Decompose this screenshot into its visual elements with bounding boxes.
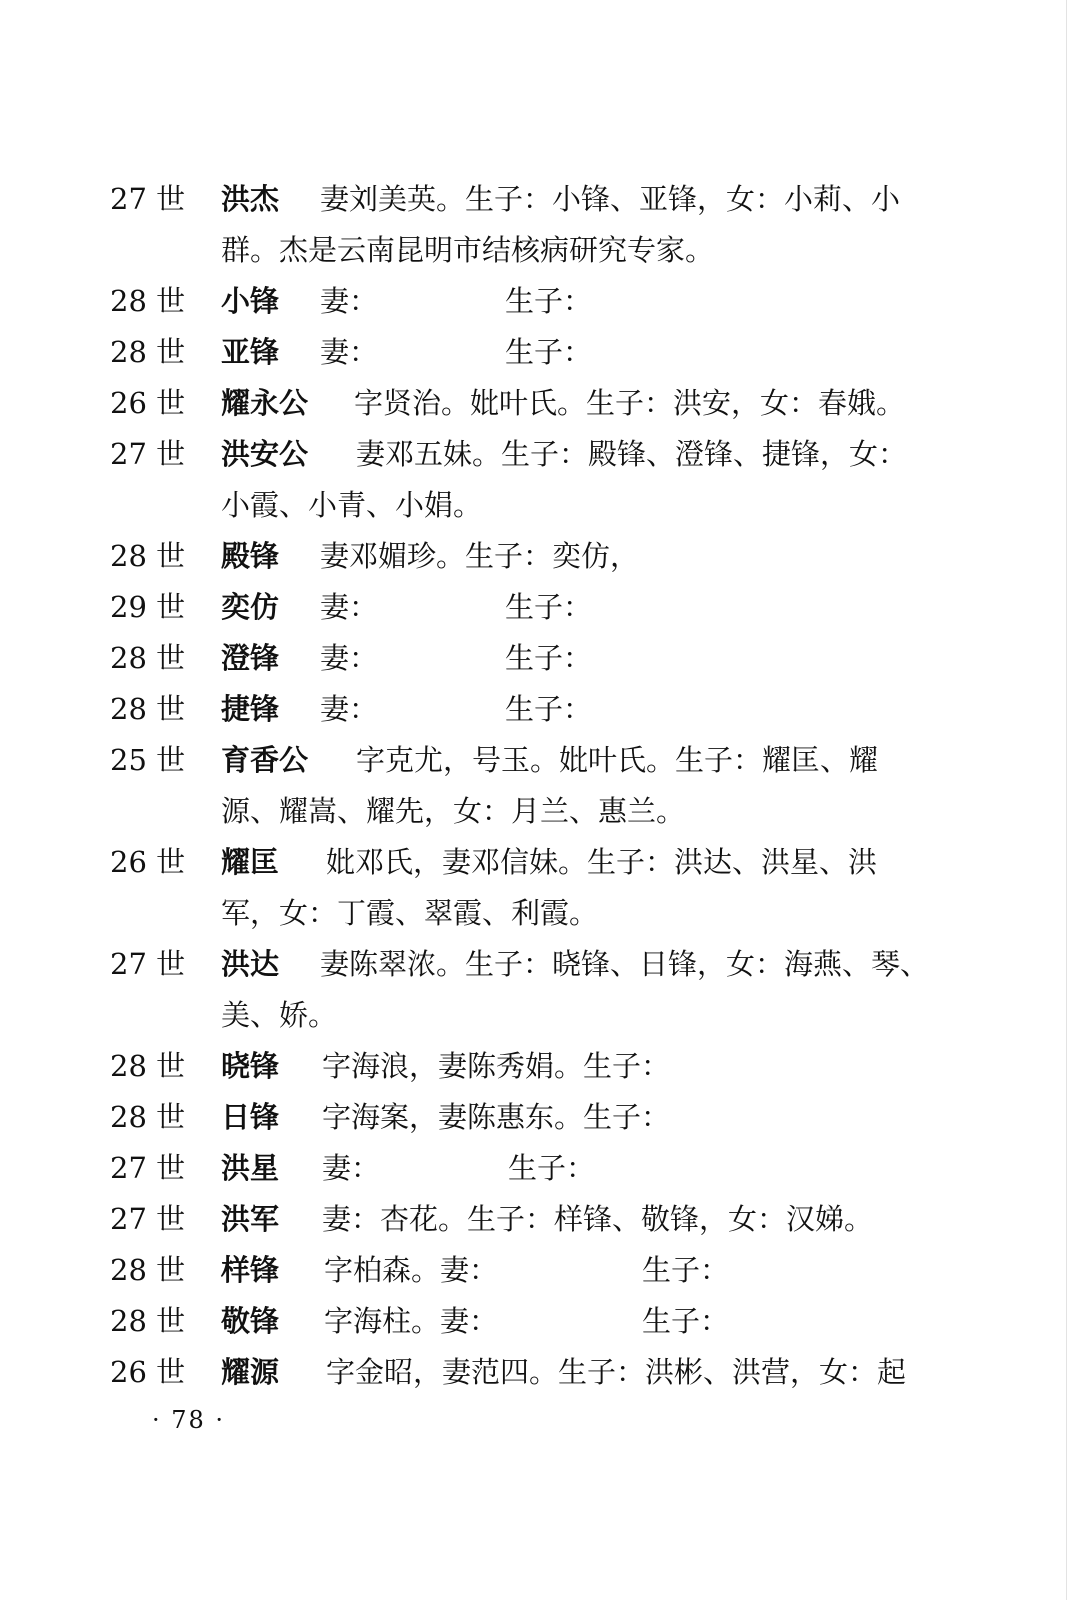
generation-label: 26 世 <box>110 845 186 879</box>
description-continuation: 小霞、小青、小娟。 <box>221 488 483 522</box>
person-name: 亚锋 <box>221 335 280 369</box>
generation-label: 28 世 <box>110 1253 186 1287</box>
entry-line <box>0 1296 1075 1347</box>
generation-label: 26 世 <box>110 1355 186 1389</box>
entry-line <box>0 429 1075 480</box>
generation-label: 28 世 <box>110 1049 186 1083</box>
entry-line <box>0 1245 1075 1296</box>
person-description: 妻邓媚珍。生子：奕仿， <box>320 539 640 573</box>
entry-line <box>0 1347 1075 1398</box>
person-name: 耀匡 <box>221 845 280 879</box>
entry-line <box>0 276 1075 327</box>
description-continuation: 美、娇。 <box>221 998 338 1032</box>
person-name: 晓锋 <box>221 1049 280 1083</box>
generation-label: 28 世 <box>110 539 186 573</box>
page-number: · 78 · <box>152 1406 226 1434</box>
entry-continuation-line <box>0 990 1075 1041</box>
entry-line <box>0 1194 1075 1245</box>
entry-line <box>0 582 1075 633</box>
entry-line <box>0 735 1075 786</box>
person-name: 殿锋 <box>221 539 280 573</box>
entry-line <box>0 1092 1075 1143</box>
entry-line <box>0 531 1075 582</box>
spouse-field: 妻： <box>320 692 379 726</box>
description-continuation: 源、耀嵩、耀先，女：月兰、惠兰。 <box>221 794 686 828</box>
generation-label: 29 世 <box>110 590 186 624</box>
person-description: 妣邓氏，妻邓信妹。生子：洪达、洪星、洪 <box>326 845 878 879</box>
person-name: 耀永公 <box>221 386 309 420</box>
entry-line <box>0 378 1075 429</box>
spouse-field: 字海柱。妻： <box>324 1304 499 1338</box>
person-name: 洪杰 <box>221 182 280 216</box>
generation-label: 28 世 <box>110 1304 186 1338</box>
generation-label: 27 世 <box>110 437 186 471</box>
description-continuation: 军，女：丁霞、翠霞、利霞。 <box>221 896 599 930</box>
generation-label: 27 世 <box>110 1151 186 1185</box>
person-name: 洪达 <box>221 947 280 981</box>
person-name: 样锋 <box>221 1253 280 1287</box>
entry-line <box>0 684 1075 735</box>
entry-continuation-line <box>0 480 1075 531</box>
person-name: 奕仿 <box>221 590 280 624</box>
person-name: 育香公 <box>221 743 309 777</box>
entry-line <box>0 633 1075 684</box>
children-field: 生子： <box>505 284 593 318</box>
person-description: 妻陈翠浓。生子：晓锋、日锋，女：海燕、琴、 <box>320 947 930 981</box>
spouse-field: 妻： <box>320 590 379 624</box>
description-continuation: 群。杰是云南昆明市结核病研究专家。 <box>221 233 715 267</box>
person-name: 洪星 <box>221 1151 280 1185</box>
children-field: 生子： <box>642 1253 730 1287</box>
generation-label: 28 世 <box>110 1100 186 1134</box>
children-field: 生子： <box>505 692 593 726</box>
person-description: 字贤治。妣叶氏。生子：洪安，女：春娥。 <box>354 386 906 420</box>
genealogy-entries <box>0 174 1075 1398</box>
entry-continuation-line <box>0 888 1075 939</box>
spouse-field: 字柏森。妻： <box>324 1253 499 1287</box>
spouse-field: 妻： <box>320 641 379 675</box>
entry-line <box>0 174 1075 225</box>
generation-label: 27 世 <box>110 1202 186 1236</box>
generation-label: 28 世 <box>110 641 186 675</box>
person-name: 洪安公 <box>221 437 309 471</box>
person-description: 字海浪，妻陈秀娟。生子： <box>322 1049 671 1083</box>
person-name: 日锋 <box>221 1100 280 1134</box>
generation-label: 25 世 <box>110 743 186 777</box>
person-description: 妻邓五妹。生子：殿锋、澄锋、捷锋，女： <box>356 437 908 471</box>
person-name: 小锋 <box>221 284 280 318</box>
person-description: 妻：杏花。生子：样锋、敬锋，女：汉娣。 <box>322 1202 874 1236</box>
person-description: 妻刘美英。生子：小锋、亚锋，女：小莉、小 <box>320 182 901 216</box>
generation-label: 27 世 <box>110 182 186 216</box>
entry-line <box>0 939 1075 990</box>
spouse-field: 妻： <box>322 1151 381 1185</box>
person-name: 洪军 <box>221 1202 280 1236</box>
generation-label: 27 世 <box>110 947 186 981</box>
generation-label: 26 世 <box>110 386 186 420</box>
person-name: 耀源 <box>221 1355 280 1389</box>
entry-line <box>0 327 1075 378</box>
children-field: 生子： <box>642 1304 730 1338</box>
generation-label: 28 世 <box>110 692 186 726</box>
spouse-field: 妻： <box>320 284 379 318</box>
spouse-field: 妻： <box>320 335 379 369</box>
person-description: 字克尤，号玉。妣叶氏。生子：耀匡、耀 <box>356 743 879 777</box>
children-field: 生子： <box>505 641 593 675</box>
generation-label: 28 世 <box>110 284 186 318</box>
children-field: 生子： <box>505 590 593 624</box>
person-name: 捷锋 <box>221 692 280 726</box>
children-field: 生子： <box>508 1151 596 1185</box>
person-description: 字金昭，妻范四。生子：洪彬、洪营，女：起 <box>326 1355 907 1389</box>
generation-label: 28 世 <box>110 335 186 369</box>
entry-continuation-line <box>0 786 1075 837</box>
entry-line <box>0 837 1075 888</box>
person-name: 敬锋 <box>221 1304 280 1338</box>
person-name: 澄锋 <box>221 641 280 675</box>
entry-line <box>0 1041 1075 1092</box>
person-description: 字海案，妻陈惠东。生子： <box>322 1100 671 1134</box>
entry-continuation-line <box>0 225 1075 276</box>
entry-line <box>0 1143 1075 1194</box>
children-field: 生子： <box>505 335 593 369</box>
